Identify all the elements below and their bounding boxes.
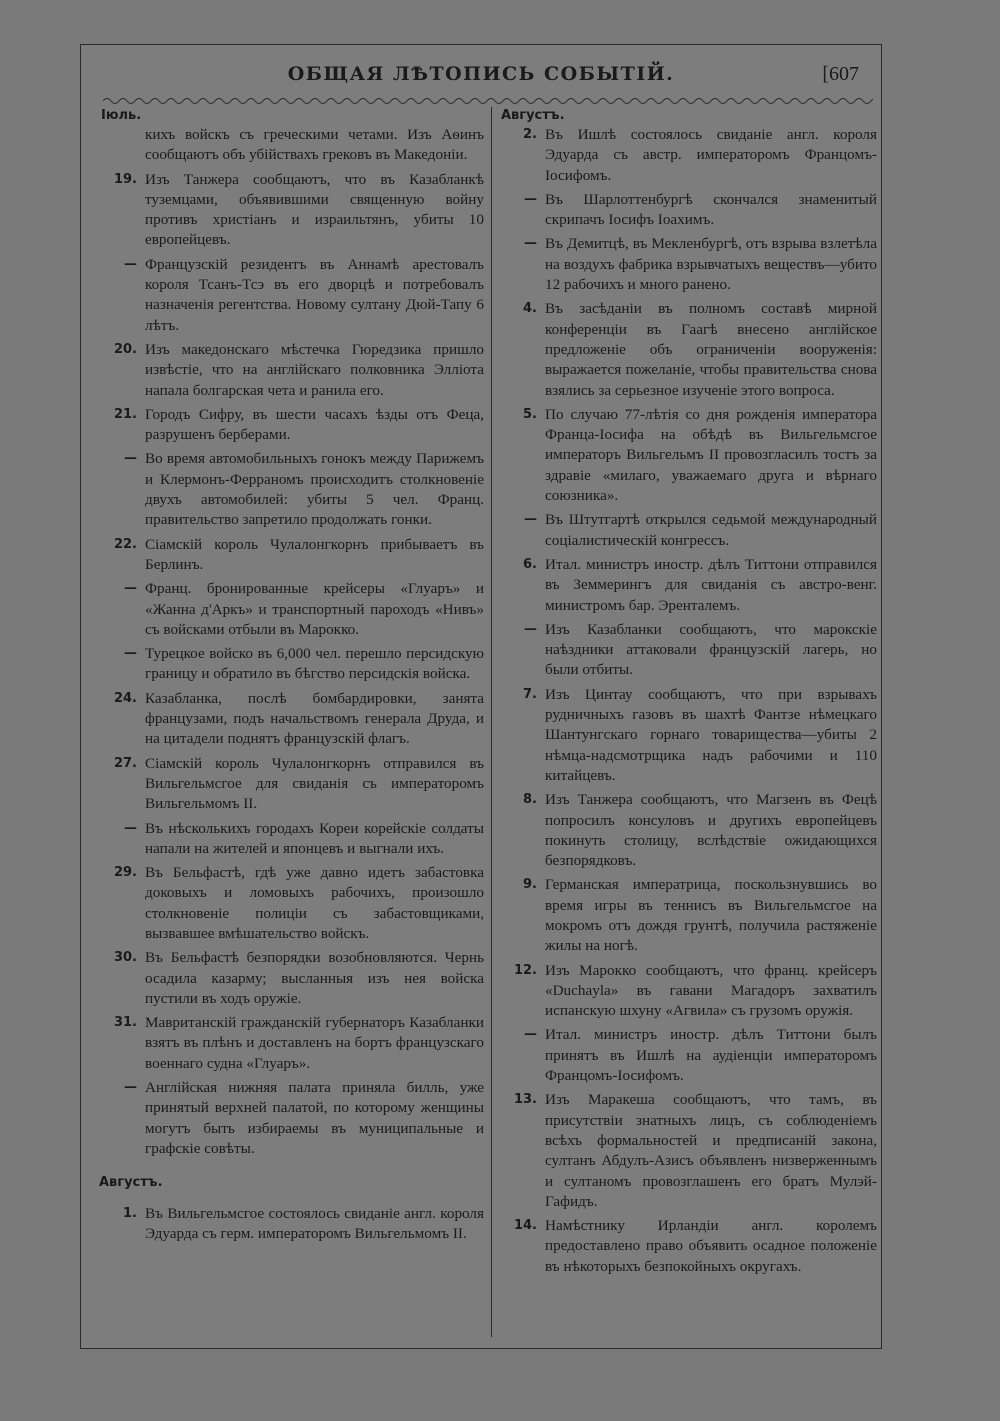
entry-date: 24. (113, 690, 137, 706)
chronicle-entry (99, 255, 484, 336)
entry-date: — (524, 1027, 537, 1043)
entry-date: — (524, 191, 537, 207)
chronicle-entry (99, 170, 484, 251)
entry-text: Во время автомобильныхъ гонокъ между Парижемъ и Клермонъ-Ферраномъ происходитъ столкновеніе двухъ автомобилей: убиты 5 чел. Франц. правительство запретило продолжать гонки. (145, 450, 484, 529)
entry-date: 14. (513, 1218, 537, 1234)
chronicle-entry (499, 555, 877, 616)
entry-text: Сіамскій король Чулалонгкорнъ отправился въ Вильгельмсгое для свиданія съ императоромъ Вильгельмомъ II. (145, 754, 484, 813)
entry-date: 12. (513, 962, 537, 978)
entry-date: — (124, 256, 137, 272)
entry-date: 20. (113, 341, 137, 357)
entry-text: Сіамскій король Чулалонгкорнъ прибываетъ въ Берлинъ. (145, 535, 484, 573)
entry-date: — (124, 820, 137, 836)
entry-date: 27. (113, 755, 137, 771)
right-entries (499, 125, 877, 1277)
chronicle-entry (499, 190, 877, 231)
continuation-text: кихъ войскъ съ греческими четами. Изъ Аѳинъ сообщаютъ объ убійствахъ грековъ въ Македоніи. (145, 126, 484, 164)
chronicle-entry (499, 1216, 877, 1277)
entry-text: Въ нѣсколькихъ городахъ Кореи корейскіе солдаты напали на жителей и японцевъ и выгнали ихъ. (145, 819, 484, 857)
chronicle-entry (99, 449, 484, 530)
entry-text: Городъ Сифру, въ шести часахъ ѣзды отъ Феца, разрушенъ берберами. (145, 405, 484, 444)
left-entries (99, 170, 484, 1160)
column-divider (491, 107, 492, 1337)
entry-date: 21. (113, 406, 137, 422)
entry-date: — (524, 512, 537, 528)
entry-date: — (524, 236, 537, 252)
entry-text: Въ Бельфастѣ безпорядки возобновляются. Чернь осадила казарму; высланныя изъ нея войска пустили въ ходъ оружіе. (145, 949, 484, 1007)
entry-date: 7. (523, 686, 537, 702)
chronicle-entry (99, 863, 484, 944)
entry-date: — (124, 451, 137, 467)
chronicle-entry (499, 620, 877, 681)
entry-text: Въ Штутгартѣ открылся седьмой международный соціалистическій конгрессъ. (545, 511, 877, 549)
page-frame (80, 44, 882, 1349)
entry-text: Въ Ишлѣ состоялось свиданіе англ. короля Эдуарда съ австр. императоромъ Францомъ-Іосифомъ. (545, 126, 877, 184)
chronicle-entry (99, 340, 484, 401)
entry-text: Намѣстнику Ирландіи англ. королемъ предоставлено право объявить осадное положеніе въ нѣкоторыхъ безпокойныхъ округахъ. (545, 1217, 877, 1275)
entry-text: Изъ Казабланки сообщаютъ, что марокскіе наѣздники аттаковали французскій лагерь, но были отбиты. (545, 620, 877, 679)
entry-text: Въ засѣданіи въ полномъ составѣ мирной конференціи въ Гаагѣ внесено англійское предложеніе объ ограниченіи вооруженія: выражается пожеланіе, чтобы правительства снова взялись за серьезное изученіе этого вопроса. (545, 300, 877, 399)
month-heading: Августъ. (501, 108, 565, 123)
chronicle-entry (99, 535, 484, 576)
chronicle-entry (499, 961, 877, 1022)
entry-text: Въ Вильгельмсгое состоялось свиданіе англ. короля Эдуарда съ герм. императоромъ Вильгельмомъ II. (145, 1204, 484, 1242)
entry-text: Изъ Танжера сообщаютъ, что Магзенъ въ Фецѣ попросилъ консуловъ и другихъ европейцевъ покинуть столицу, вслѣдствіе ожидающихся безпорядковъ. (545, 791, 877, 870)
entry-date: — (524, 621, 537, 637)
entry-text: Изъ македонскаго мѣстечка Гюредзика пришло извѣстіе, что на англійскаго полковника Элліота напала болгарская чета и ранила его. (145, 340, 484, 399)
entry-date: 5. (523, 406, 537, 422)
chronicle-entry (499, 790, 877, 871)
wavy-rule (103, 95, 873, 107)
entry-text: По случаю 77-лѣтія со дня рожденія императора Франца-Іосифа на обѣдѣ въ Вильгельмсгое императоръ Вильгельмъ II провозгласилъ тостъ за здравіе «милаго, уважаемаго друга и вѣрнаго союзника». (545, 405, 877, 505)
entry-text: Турецкое войско въ 6,000 чел. перешло персидскую границу и обратило въ бѣгство персидскія войска. (145, 645, 484, 683)
entry-date: 22. (113, 536, 137, 552)
chronicle-entry (99, 644, 484, 685)
page-number: [607 (822, 63, 859, 85)
entry-text: Германская императрица, поскользнувшись во время игры въ теннисъ въ Вильгельмсгое на мокромъ отъ дождя грунтѣ, получила растяженіе жилы на ногѣ. (545, 876, 877, 955)
chronicle-entry (99, 1078, 484, 1159)
entry-text: Изъ Марокко сообщаютъ, что франц. крейсеръ «Duchayla» въ гавани Магадоръ захватилъ испанскую шхуну «Агвила» съ грузомъ оружія. (545, 961, 877, 1020)
entry-text: Изъ Цинтау сообщаютъ, что при взрывахъ рудничныхъ газовъ въ шахтѣ Фантзе нѣмецкаго Шантунгскаго горнаго товарищества—убиты 2 нѣмца-надсмотрщика надъ рабочими и 110 китайцевъ. (545, 685, 877, 784)
chronicle-entry (499, 510, 877, 551)
entry-date: 8. (523, 792, 537, 808)
chronicle-entry (499, 299, 877, 400)
entry-date: 29. (113, 865, 137, 881)
chronicle-entry (99, 819, 484, 860)
entry-text: Итал. министръ иностр. дѣлъ Титтони отправился въ Земмерингъ для свиданія съ австро-венг. министромъ бар. Эренталемъ. (545, 555, 877, 614)
entry-text: Въ Бельфастѣ, гдѣ уже давно идетъ забастовка доковыхъ и ломовыхъ рабочихъ, произошло столкновеніе полиціи съ забастовщиками, вызвавшее вмѣшательство войскъ. (145, 864, 484, 942)
chronicle-entry (499, 1090, 877, 1212)
entry-date: — (124, 1080, 137, 1096)
month-heading: Іюль. (101, 108, 142, 123)
chronicle-entry (99, 1204, 484, 1245)
month-subheading: Августъ. (99, 1175, 163, 1191)
entry-text: Въ Демитцѣ, въ Мекленбургѣ, отъ взрыва взлетѣла на воздухъ фабрика взрывчатыхъ веществъ—убито 12 рабочихъ и много ранено. (545, 235, 877, 294)
entry-date: 31. (113, 1015, 137, 1031)
chronicle-entry (99, 754, 484, 815)
entry-text: Казабланка, послѣ бомбардировки, занята французами, подъ начальствомъ генерала Друда, и на цитадели поднятъ французскій флагъ. (145, 689, 484, 748)
entry-text: Итал. министръ иностр. дѣлъ Титтони былъ принятъ въ Ишлѣ на аудіенціи императоромъ Францомъ-Іосифомъ. (545, 1026, 877, 1085)
entry-date: 2. (523, 127, 537, 142)
chronicle-entry (499, 234, 877, 295)
page-header (81, 63, 881, 95)
entry-date: 13. (513, 1092, 537, 1108)
entry-text: Изъ Маракеша сообщаютъ, что тамъ, въ присутствіи знатныхъ лицъ, съ соблюденіемъ всѣхъ формальностей и предписаній закона, султанъ Абдулъ-Азисъ объявленъ низверженнымъ и султаномъ провозглашенъ его братъ Мулэй-Гафидъ. (545, 1091, 877, 1210)
entry-date: 4. (523, 301, 537, 317)
chronicle-entry (499, 125, 877, 186)
chronicle-entry (499, 875, 877, 956)
entry-text: Французскій резидентъ въ Аннамѣ арестовалъ короля Тсанъ-Тсэ въ его дворцѣ и потребовалъ назначенія регентства. Новому султану Дюй-Тапу 6 лѣтъ. (145, 255, 484, 334)
left-column (99, 107, 484, 1248)
entry-text: Изъ Танжера сообщаютъ, что въ Казабланкѣ туземцами, объявившими священную войну противъ христіанъ и израильтянъ, убиты 10 европейцевъ. (145, 170, 484, 249)
entry-date: 9. (523, 877, 537, 893)
left-august-entries (99, 1204, 484, 1245)
entry-text: Въ Шарлоттенбургѣ скончался знаменитый скрипачъ Іосифъ Іоахимъ. (545, 190, 877, 229)
chronicle-entry (499, 685, 877, 786)
entry-date: — (124, 581, 137, 597)
entry-text: Мавританскій гражданскій губернаторъ Казабланки взятъ въ плѣнъ и доставленъ на бортъ французскаго военнаго судна «Глуаръ». (145, 1014, 484, 1072)
entry-date: — (124, 646, 137, 662)
chronicle-entry (499, 405, 877, 506)
chronicle-entry (99, 689, 484, 750)
right-column (499, 107, 877, 1281)
entry-date: 30. (113, 950, 137, 966)
entry-date: 19. (113, 171, 137, 187)
entry-date: 1. (123, 1205, 137, 1221)
chronicle-entry (99, 579, 484, 640)
chronicle-entry (499, 1025, 877, 1086)
entry-text: Франц. бронированные крейсеры «Глуаръ» и «Жанна д'Аркъ» и транспортный пароходъ «Нивъ» съ войсками отбыли въ Марокко. (145, 580, 484, 638)
running-title: ОБЩАЯ ЛѢТОПИСЬ СОБЫТІЙ. (287, 63, 675, 85)
chronicle-entry (99, 1013, 484, 1074)
chronicle-entry (99, 405, 484, 446)
entry-date: 6. (523, 556, 537, 572)
entry-text: Англійская нижняя палата приняла билль, уже принятый верхней палатой, по которому женщины могутъ быть избираемы въ муниципальные и графскіе совѣты. (145, 1079, 484, 1157)
chronicle-entry (99, 948, 484, 1009)
